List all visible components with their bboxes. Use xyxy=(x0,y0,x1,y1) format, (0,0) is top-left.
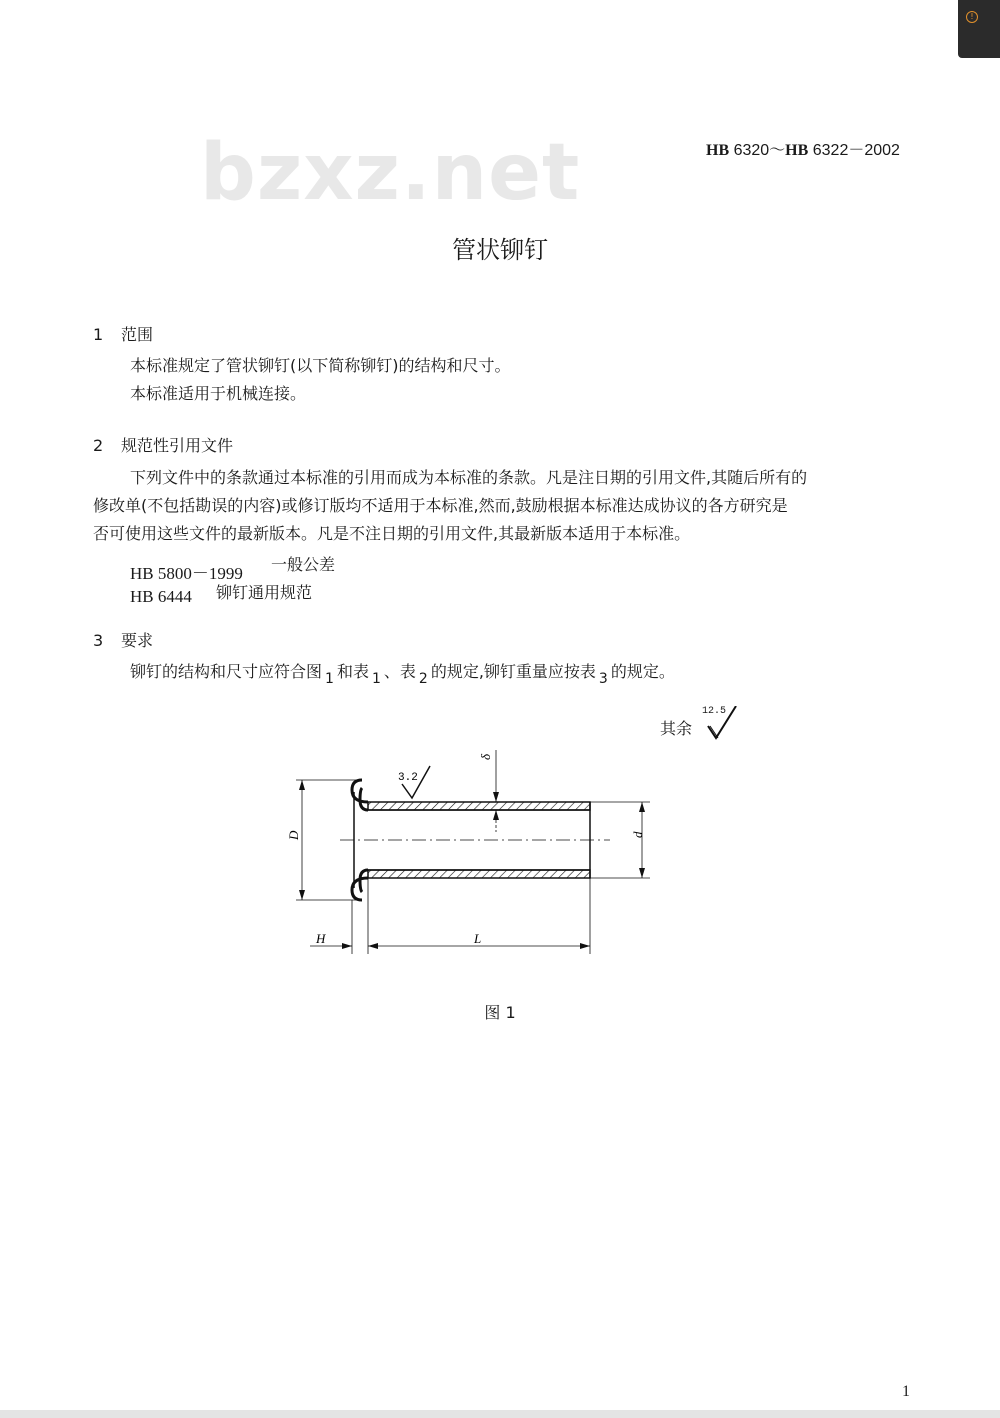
section-2-line-3: 否可使用这些文件的最新版本。凡是不注日期的引用文件,其最新版本适用于本标准。 xyxy=(93,524,691,543)
roughness-check-icon xyxy=(660,706,740,746)
section-3-text: 铆钉的结构和尺寸应符合图 1 和表 1 、表 2 的规定,铆钉重量应按表 3 的规定。 xyxy=(130,662,675,687)
page-number: 1 xyxy=(902,1383,910,1400)
section-2-heading: 2 规范性引用文件 xyxy=(93,436,234,455)
section-3-heading: 3 要求 xyxy=(93,631,154,650)
document-title: 管状铆钉 xyxy=(452,236,548,264)
dim-D-label: D xyxy=(286,830,301,840)
section-2-line-2: 修改单(不包括勘误的内容)或修订版均不适用于本标准,然而,鼓励根据本标准达成协议的各方研究是 xyxy=(93,496,788,515)
figure-caption: 图 1 xyxy=(484,1003,516,1022)
section-1-line-2: 本标准适用于机械连接。 xyxy=(130,384,307,403)
reference-title: 铆钉通用规范 xyxy=(216,583,313,602)
tube-wall-top xyxy=(368,802,590,810)
alert-icon: ! xyxy=(966,11,978,23)
dim-H-label: H xyxy=(316,931,326,946)
notification-badge[interactable] xyxy=(958,0,1000,58)
section-1-line-1: 本标准规定了管状铆钉(以下简称铆钉)的结构和尺寸。 xyxy=(130,356,511,375)
reference-code: HB 5800－1999 xyxy=(130,564,243,583)
standard-code: HB 6320～HB 6322－2002 xyxy=(706,142,900,159)
roughness-other-symbol: 其余 12.5 xyxy=(660,706,740,746)
page-bottom-edge xyxy=(0,1410,1000,1418)
dim-d-label: d xyxy=(630,831,645,838)
rivet-drawing xyxy=(280,740,660,960)
tube-wall-bottom xyxy=(368,870,590,878)
roughness-surface-value: 3.2 xyxy=(398,772,418,784)
reference-code: HB 6444 xyxy=(130,587,192,606)
section-2-line-1: 下列文件中的条款通过本标准的引用而成为本标准的条款。凡是注日期的引用文件,其随后所有的 xyxy=(130,468,808,487)
watermark: bzxz.net xyxy=(200,128,581,218)
section-1-heading: 1 范围 xyxy=(93,325,154,344)
reference-title: 一般公差 xyxy=(271,555,336,574)
dim-L-label: L xyxy=(474,931,482,946)
dim-delta-label: δ xyxy=(478,753,493,760)
